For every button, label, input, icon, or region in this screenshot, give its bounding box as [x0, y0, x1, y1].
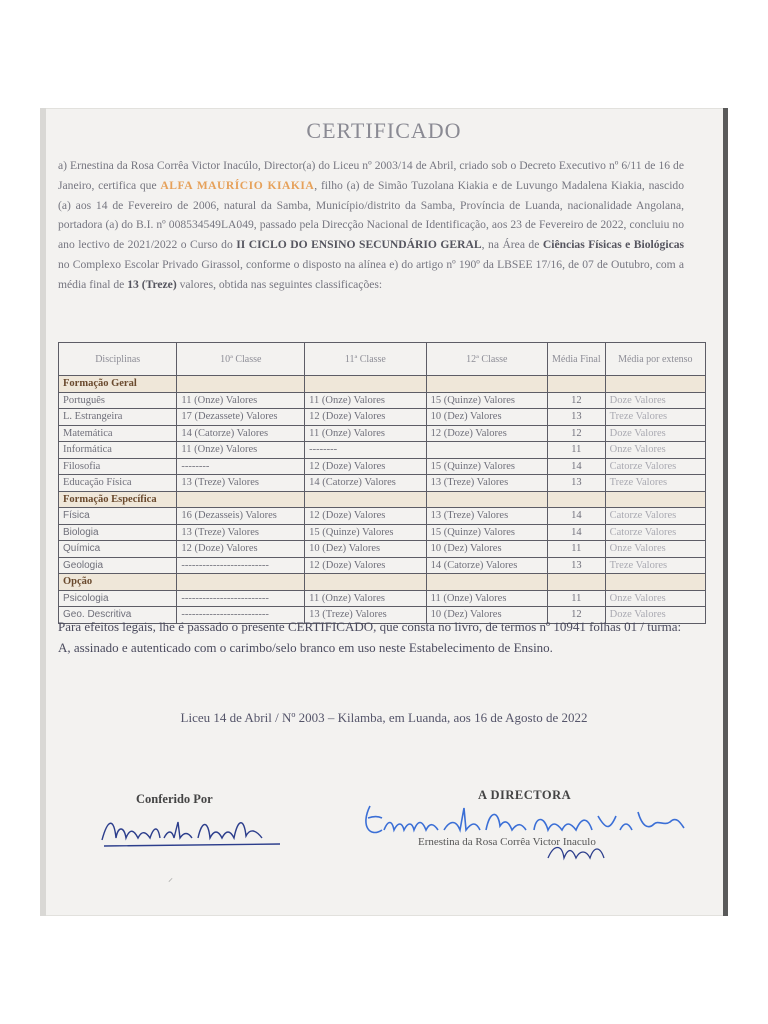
table-cell: -------- — [177, 458, 305, 475]
table-cell: Psicologia — [59, 590, 177, 607]
ink-mark: ⸝ — [168, 873, 173, 884]
table-cell: 16 (Dezasseis) Valores — [177, 508, 305, 525]
section-empty-cell — [426, 574, 547, 591]
table-cell: 11 — [548, 590, 606, 607]
table-cell: Catorze Valores — [605, 458, 705, 475]
header-disciplinas: Disciplinas — [59, 343, 177, 376]
directora-signature — [358, 786, 688, 876]
section-row — [59, 491, 706, 508]
section-empty-cell — [548, 574, 606, 591]
table-cell: Química — [59, 541, 177, 558]
certificate-intro — [58, 156, 684, 295]
table-cell: Geologia — [59, 557, 177, 574]
table-row — [59, 541, 706, 558]
section-empty-cell — [605, 574, 705, 591]
course-name: II CICLO DO ENSINO SECUNDÁRIO GERAL — [236, 238, 482, 252]
table-cell: 14 (Catorze) Valores — [305, 475, 426, 492]
table-cell: ------------------------- — [177, 557, 305, 574]
section-empty-cell — [548, 491, 606, 508]
table-cell: 11 — [548, 541, 606, 558]
table-cell: Catorze Valores — [605, 508, 705, 525]
section-empty-cell — [548, 376, 606, 393]
table-cell: 15 (Quinze) Valores — [305, 524, 426, 541]
table-cell: 13 — [548, 557, 606, 574]
table-cell: 12 — [548, 425, 606, 442]
table-cell: 14 — [548, 524, 606, 541]
table-cell: -------- — [305, 442, 426, 459]
section-title: Formação Específica — [59, 491, 177, 508]
grades-table — [58, 342, 706, 624]
table-cell: 13 (Treze) Valores — [177, 524, 305, 541]
table-cell: Matemática — [59, 425, 177, 442]
table-cell: L. Estrangeira — [59, 409, 177, 426]
table-cell: 15 (Quinze) Valores — [426, 524, 547, 541]
table-cell: Física — [59, 508, 177, 525]
table-cell: 14 — [548, 458, 606, 475]
table-cell: Onze Valores — [605, 442, 705, 459]
table-cell: 11 (Onze) Valores — [426, 590, 547, 607]
student-name: ALFA MAURÍCIO KIAKIA — [160, 178, 315, 192]
table-cell: Treze Valores — [605, 475, 705, 492]
section-row — [59, 574, 706, 591]
header-media-final: Média Final — [548, 343, 606, 376]
table-cell: 14 — [548, 508, 606, 525]
section-row — [59, 376, 706, 393]
section-empty-cell — [305, 491, 426, 508]
table-cell: Treze Valores — [605, 557, 705, 574]
section-empty-cell — [177, 491, 305, 508]
table-row — [59, 508, 706, 525]
table-cell: 11 (Onze) Valores — [305, 425, 426, 442]
header-media-extenso: Média por extenso — [605, 343, 705, 376]
table-cell: Doze Valores — [605, 392, 705, 409]
section-empty-cell — [426, 376, 547, 393]
intro-text-3: , na Área de — [481, 238, 540, 252]
certificate-sheet — [40, 108, 728, 916]
table-cell: Educação Física — [59, 475, 177, 492]
table-row — [59, 425, 706, 442]
table-cell: ------------------------- — [177, 590, 305, 607]
table-cell: 13 (Treze) Valores — [426, 508, 547, 525]
legal-text: Para efeitos legais, lhe é passado o presente CERTIFICADO, que consta no livro, de termos nº 10941 folhas 01 / turma: A, assinado e autenticado com o carimbo/selo branco em uso neste Estabelecimento de Ensino. — [58, 619, 682, 655]
conferido-signature — [94, 808, 284, 852]
table-cell: 10 (Dez) Valores — [426, 541, 547, 558]
table-cell: Informática — [59, 442, 177, 459]
table-cell: 10 (Dez) Valores — [426, 409, 547, 426]
table-cell: 15 (Quinze) Valores — [426, 392, 547, 409]
intro-text-5: valores, obtida nas seguintes classificações: — [179, 277, 383, 291]
table-cell: Catorze Valores — [605, 524, 705, 541]
table-row — [59, 409, 706, 426]
section-title: Opção — [59, 574, 177, 591]
table-cell: 13 — [548, 475, 606, 492]
table-row — [59, 557, 706, 574]
intro-text-2: , filho (a) de Simão Tuzolana Kiakia e de Luvungo Madalena Kiakia, nascido (a) aos 14 de Fevereiro de 2006, natural da Samba, Município/distrito da Samba, Província de Luanda, nacionalidade Angolana, portadora (a) do B.I. nº 008534549LA049, passado pela Direcção Nacional de Identificação, aos 23 de Fevereiro de 2022, concluiu no ano lectivo de 2021/2022 o Curso do — [58, 178, 685, 252]
directora-label: A DIRECTORA — [478, 788, 572, 802]
table-row — [59, 590, 706, 607]
section-empty-cell — [177, 376, 305, 393]
section-empty-cell — [305, 574, 426, 591]
conferido-label: Conferido Por — [136, 792, 213, 806]
table-cell: 13 (Treze) Valores — [426, 475, 547, 492]
table-cell: 12 (Doze) Valores — [305, 458, 426, 475]
table-row — [59, 524, 706, 541]
table-cell: 12 (Doze) Valores — [305, 409, 426, 426]
course-area: Ciências Físicas e Biológicas — [542, 238, 685, 252]
table-cell: Português — [59, 392, 177, 409]
table-cell: 14 (Catorze) Valores — [177, 425, 305, 442]
grades-header-row — [59, 343, 706, 376]
section-empty-cell — [305, 376, 426, 393]
section-empty-cell — [605, 376, 705, 393]
table-cell: 13 (Treze) Valores — [177, 475, 305, 492]
table-cell: 10 (Dez) Valores — [305, 541, 426, 558]
certificate-title: CERTIFICADO — [306, 118, 462, 143]
table-row — [59, 458, 706, 475]
intro-text-1: a) Ernestina da Rosa Corrêa Victor Inacúlo, Director(a) do Liceu nº 2003/14 de Abril, criado sob o Decreto Executivo nº 6/11 de 16 de Janeiro, certifica que — [58, 159, 684, 192]
section-title: Formação Geral — [59, 376, 177, 393]
table-cell: Geo. Descritiva — [59, 607, 177, 624]
header-10-classe: 10ª Classe — [177, 343, 305, 376]
intro-text-4: no Complexo Escolar Privado Girassol, conforme o disposto na alínea e) do artigo nº 190º da LBSEE 17/16, de 07 de Outubro, com a média final de — [58, 257, 684, 291]
table-row — [59, 475, 706, 492]
directora-name: Ernestina da Rosa Corrêa Victor Inaculo — [418, 836, 596, 848]
table-cell: Onze Valores — [605, 541, 705, 558]
table-cell: Onze Valores — [605, 590, 705, 607]
section-empty-cell — [177, 574, 305, 591]
table-cell: 13 — [548, 409, 606, 426]
table-cell: Biologia — [59, 524, 177, 541]
header-12-classe: 12ª Classe — [426, 343, 547, 376]
table-cell: 11 (Onze) Valores — [305, 392, 426, 409]
table-cell: Doze Valores — [605, 425, 705, 442]
table-cell: 15 (Quinze) Valores — [426, 458, 547, 475]
table-cell: 12 — [548, 607, 606, 624]
table-row — [59, 442, 706, 459]
table-cell: ------------------------- — [177, 607, 305, 624]
table-cell: 14 (Catorze) Valores — [426, 557, 547, 574]
table-cell: 11 (Onze) Valores — [177, 392, 305, 409]
grades-body — [59, 376, 706, 624]
table-cell: 11 (Onze) Valores — [305, 590, 426, 607]
table-cell: 12 (Doze) Valores — [305, 508, 426, 525]
table-row — [59, 392, 706, 409]
section-empty-cell — [605, 491, 705, 508]
table-cell — [426, 442, 547, 459]
table-cell: 17 (Dezassete) Valores — [177, 409, 305, 426]
table-cell: 13 (Treze) Valores — [305, 607, 426, 624]
table-cell: 11 — [548, 442, 606, 459]
table-cell: 12 (Doze) Valores — [426, 425, 547, 442]
table-cell: 11 (Onze) Valores — [177, 442, 305, 459]
table-cell: Treze Valores — [605, 409, 705, 426]
table-cell: 10 (Dez) Valores — [426, 607, 547, 624]
table-cell: 12 (Doze) Valores — [305, 557, 426, 574]
section-empty-cell — [426, 491, 547, 508]
table-cell: 12 (Doze) Valores — [177, 541, 305, 558]
place-date: Liceu 14 de Abril / Nº 2003 – Kilamba, em Luanda, aos 16 de Agosto de 2022 — [180, 710, 588, 725]
final-grade: 13 (Treze) — [127, 277, 177, 291]
table-cell: Filosofia — [59, 458, 177, 475]
table-cell: 12 — [548, 392, 606, 409]
table-cell: Doze Valores — [605, 607, 705, 624]
header-11-classe: 11ª Classe — [305, 343, 426, 376]
